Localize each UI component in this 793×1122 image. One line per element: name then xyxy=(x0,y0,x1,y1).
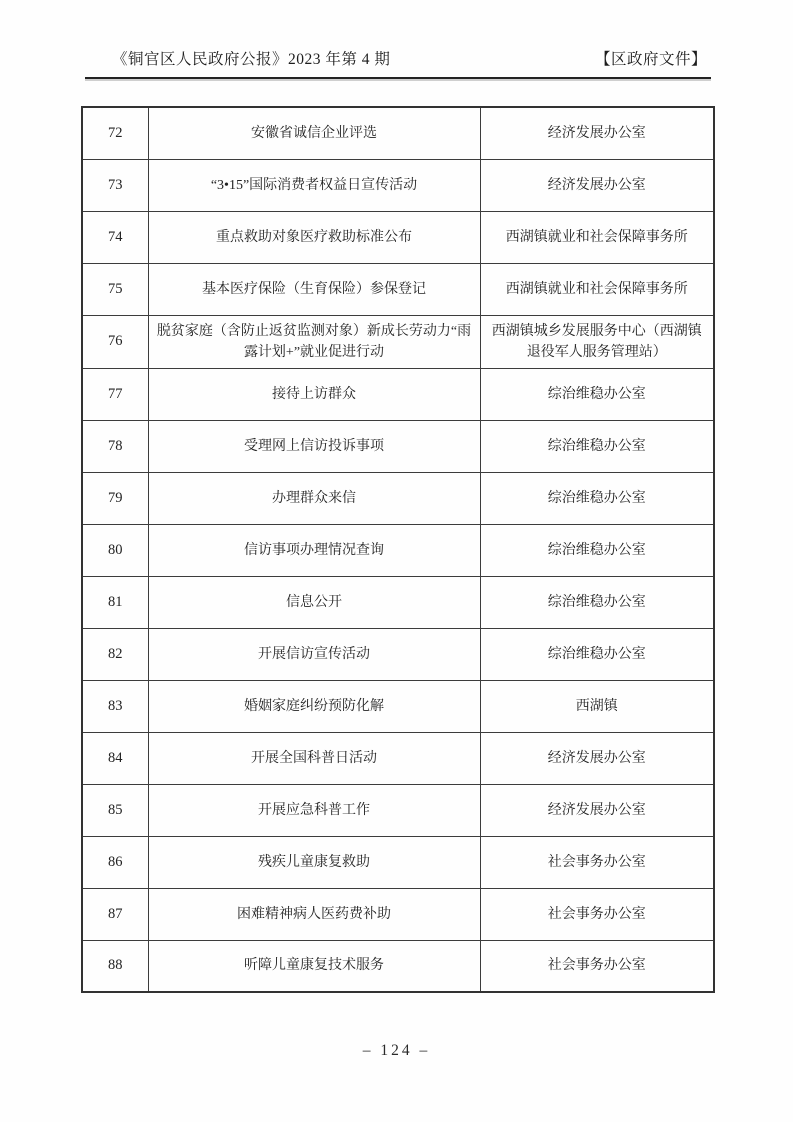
responsible-office-cell: 社会事务办公室 xyxy=(480,888,714,940)
task-name-cell: 安徽省诚信企业评选 xyxy=(148,107,480,159)
task-name-cell: 信访事项办理情况查询 xyxy=(148,524,480,576)
task-name-cell: 开展信访宣传活动 xyxy=(148,628,480,680)
row-number-cell: 83 xyxy=(82,680,148,732)
table-row xyxy=(82,211,714,263)
responsible-office-cell: 西湖镇城乡发展服务中心（西湖镇退役军人服务管理站） xyxy=(480,315,714,368)
page-footer xyxy=(0,1042,793,1060)
table-row xyxy=(82,576,714,628)
task-name-cell: 接待上访群众 xyxy=(148,368,480,420)
responsible-office-cell: 西湖镇 xyxy=(480,680,714,732)
section-label: 【区政府文件】 xyxy=(594,51,707,68)
row-number-cell: 82 xyxy=(82,628,148,680)
table-row xyxy=(82,420,714,472)
page-number: – 124 – xyxy=(362,1042,431,1059)
row-number-cell: 86 xyxy=(82,836,148,888)
task-name-cell: 开展全国科普日活动 xyxy=(148,732,480,784)
table-row xyxy=(82,107,714,159)
task-name-cell: 受理网上信访投诉事项 xyxy=(148,420,480,472)
gazette-title: 《铜官区人民政府公报》2023 年第 4 期 xyxy=(112,51,391,68)
responsible-office-cell: 经济发展办公室 xyxy=(480,107,714,159)
responsible-office-cell: 综治维稳办公室 xyxy=(480,576,714,628)
table-row xyxy=(82,888,714,940)
task-name-cell: 基本医疗保险（生育保险）参保登记 xyxy=(148,263,480,315)
responsible-office-cell: 综治维稳办公室 xyxy=(480,472,714,524)
row-number-cell: 76 xyxy=(82,315,148,368)
row-number-cell: 80 xyxy=(82,524,148,576)
task-name-cell: 信息公开 xyxy=(148,576,480,628)
row-number-cell: 88 xyxy=(82,940,148,992)
task-name-cell: 困难精神病人医药费补助 xyxy=(148,888,480,940)
task-name-cell: 开展应急科普工作 xyxy=(148,784,480,836)
task-name-cell: 办理群众来信 xyxy=(148,472,480,524)
responsible-office-cell: 综治维稳办公室 xyxy=(480,524,714,576)
task-name-cell: “3•15”国际消费者权益日宣传活动 xyxy=(148,159,480,211)
table-row xyxy=(82,784,714,836)
row-number-cell: 77 xyxy=(82,368,148,420)
responsible-office-cell: 社会事务办公室 xyxy=(480,836,714,888)
task-name-cell: 听障儿童康复技术服务 xyxy=(148,940,480,992)
table-row xyxy=(82,159,714,211)
row-number-cell: 72 xyxy=(82,107,148,159)
row-number-cell: 87 xyxy=(82,888,148,940)
table-row xyxy=(82,940,714,992)
row-number-cell: 75 xyxy=(82,263,148,315)
table-row xyxy=(82,368,714,420)
responsible-office-cell: 综治维稳办公室 xyxy=(480,368,714,420)
table-row xyxy=(82,472,714,524)
table-row xyxy=(82,836,714,888)
responsible-office-cell: 经济发展办公室 xyxy=(480,732,714,784)
page-header xyxy=(85,50,711,79)
responsible-office-cell: 综治维稳办公室 xyxy=(480,628,714,680)
task-name-cell: 脱贫家庭（含防止返贫监测对象）新成长劳动力“雨露计划+”就业促进行动 xyxy=(148,315,480,368)
responsible-office-cell: 西湖镇就业和社会保障事务所 xyxy=(480,263,714,315)
table-row xyxy=(82,263,714,315)
task-name-cell: 婚姻家庭纠纷预防化解 xyxy=(148,680,480,732)
table-row xyxy=(82,628,714,680)
table-row xyxy=(82,315,714,368)
responsible-office-cell: 经济发展办公室 xyxy=(480,159,714,211)
task-name-cell: 重点救助对象医疗救助标准公布 xyxy=(148,211,480,263)
table-row xyxy=(82,524,714,576)
row-number-cell: 81 xyxy=(82,576,148,628)
task-table xyxy=(81,106,715,993)
table-row xyxy=(82,732,714,784)
responsible-office-cell: 西湖镇就业和社会保障事务所 xyxy=(480,211,714,263)
responsible-office-cell: 社会事务办公室 xyxy=(480,940,714,992)
row-number-cell: 84 xyxy=(82,732,148,784)
table-row xyxy=(82,680,714,732)
row-number-cell: 73 xyxy=(82,159,148,211)
responsible-office-cell: 综治维稳办公室 xyxy=(480,420,714,472)
row-number-cell: 85 xyxy=(82,784,148,836)
task-name-cell: 残疾儿童康复救助 xyxy=(148,836,480,888)
responsible-office-cell: 经济发展办公室 xyxy=(480,784,714,836)
task-table-body xyxy=(82,107,714,992)
row-number-cell: 78 xyxy=(82,420,148,472)
row-number-cell: 74 xyxy=(82,211,148,263)
row-number-cell: 79 xyxy=(82,472,148,524)
